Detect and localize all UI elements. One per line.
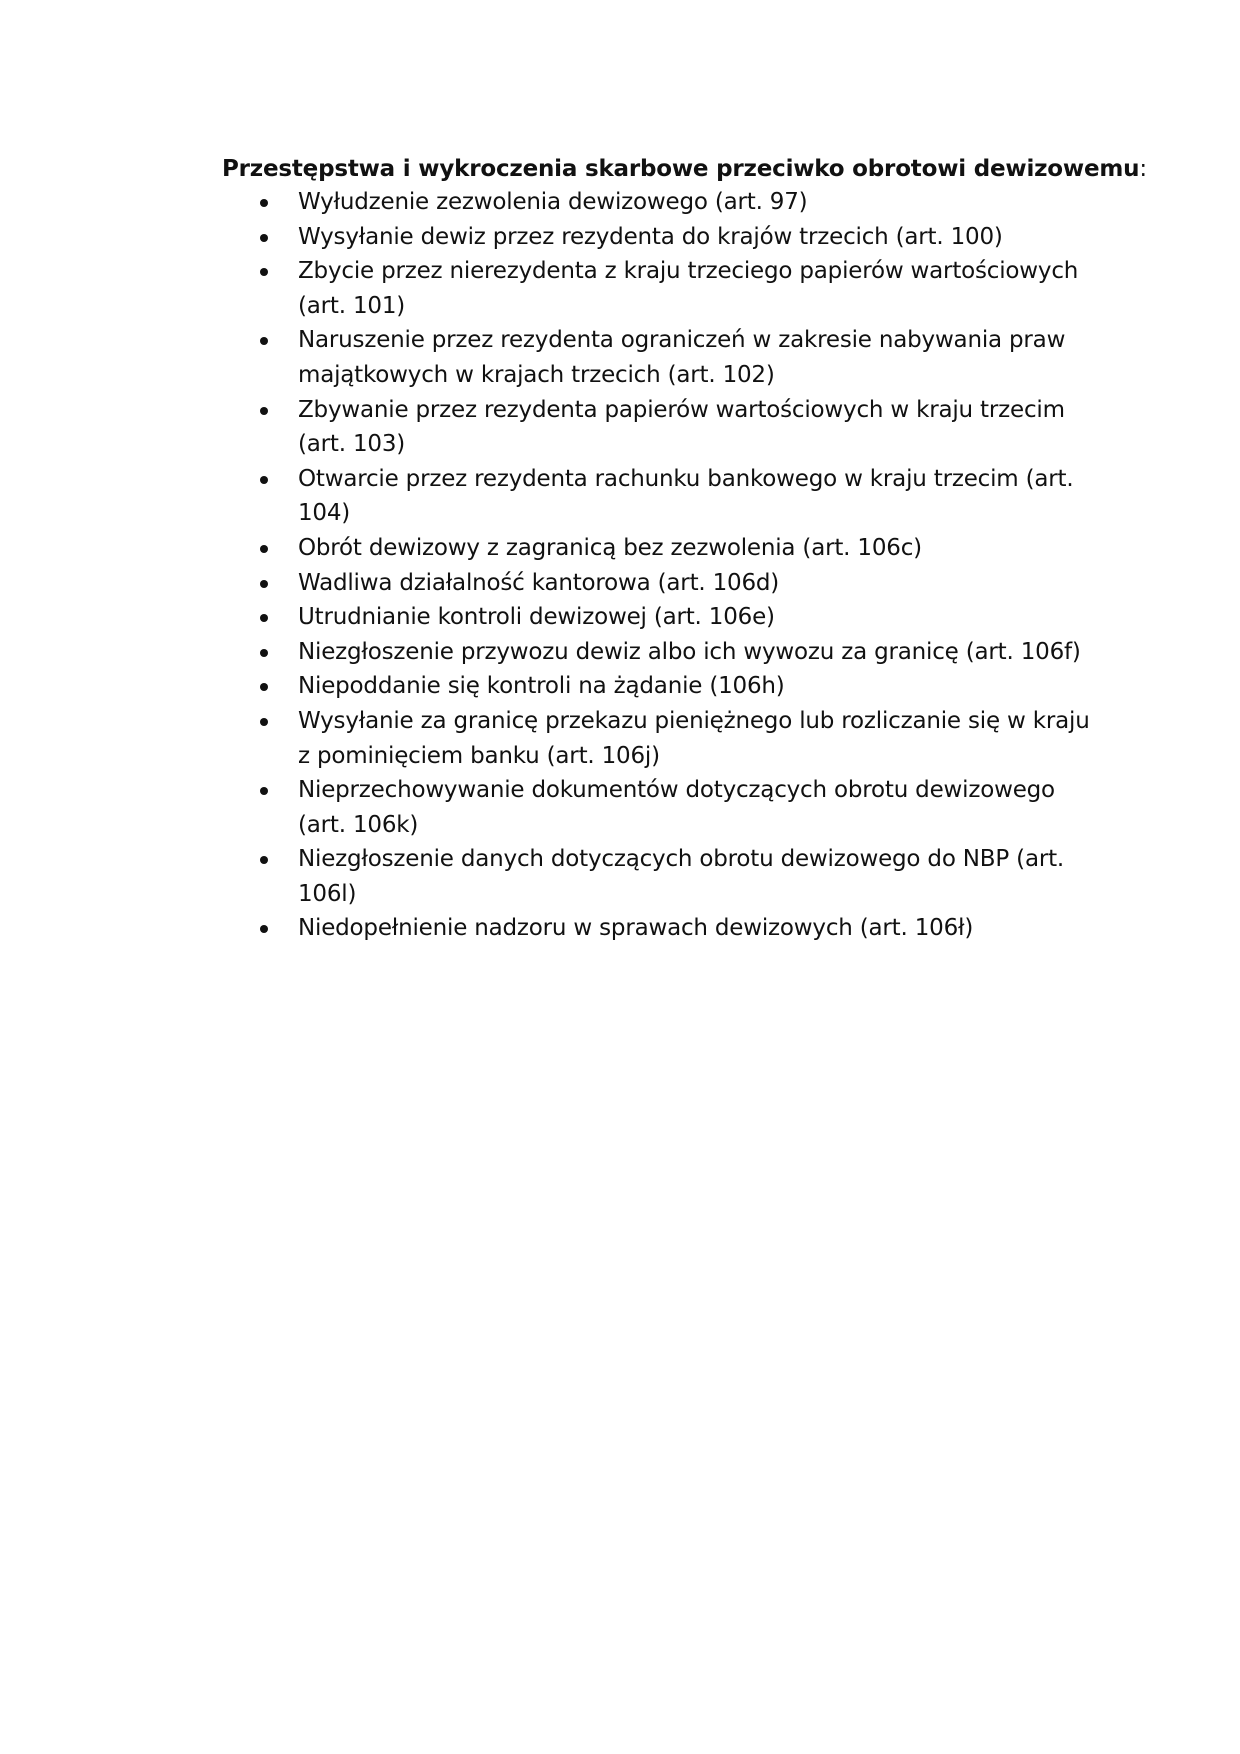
list-item: [258, 566, 1098, 601]
bullet-icon: [260, 199, 268, 207]
bullet-icon: [260, 925, 268, 933]
bullet-icon: [260, 476, 268, 484]
list-item-text: Zbywanie przez rezydenta papierów wartościowych w kraju trzecim (art. 103): [298, 396, 1065, 458]
list-item: [258, 773, 1098, 842]
list-item-text: Niezgłoszenie danych dotyczących obrotu dewizowego do NBP (art. 106l): [298, 846, 1065, 907]
bullet-icon: [260, 545, 268, 553]
list-item: [258, 600, 1098, 635]
list-item: [258, 185, 1098, 220]
list-item: [258, 323, 1098, 392]
offense-list: [258, 185, 1098, 946]
list-item-text: Obrót dewizowy z zagranicą bez zezwolenia (art. 106c): [298, 534, 922, 561]
bullet-icon: [260, 649, 268, 657]
bullet-icon: [260, 614, 268, 622]
list-item-text: Wysyłanie za granicę przekazu pieniężnego lub rozliczanie się w kraju z pominięciem banku (art. 106j): [298, 707, 1090, 769]
list-item-text: Wadliwa działalność kantorowa (art. 106d): [298, 569, 780, 596]
list-item: [258, 462, 1098, 531]
list-item-text: Utrudnianie kontroli dewizowej (art. 106e): [298, 604, 775, 631]
bullet-icon: [260, 580, 268, 588]
title-text: Przestępstwa i wykroczenia skarbowe przeciwko obrotowi dewizowemu: [222, 156, 1140, 182]
list-item: [258, 531, 1098, 566]
list-item: [258, 220, 1098, 255]
bullet-icon: [260, 787, 268, 795]
bullet-icon: [260, 683, 268, 691]
list-item: [258, 669, 1098, 704]
bullet-icon: [260, 337, 268, 345]
list-item-text: Niezgłoszenie przywozu dewiz albo ich wywozu za granicę (art. 106f): [298, 638, 1081, 665]
list-item: [258, 704, 1098, 773]
list-item: [258, 911, 1098, 946]
document-title: [222, 152, 1147, 186]
list-item-text: Niedopełnienie nadzoru w sprawach dewizowych (art. 106ł): [298, 915, 974, 942]
title-colon: :: [1139, 156, 1147, 182]
list-item: [258, 393, 1098, 462]
bullet-icon: [260, 856, 268, 864]
bullet-icon: [260, 234, 268, 242]
list-item-text: Niepoddanie się kontroli na żądanie (106h): [298, 673, 785, 700]
list-item: [258, 635, 1098, 670]
list-item-text: Wysyłanie dewiz przez rezydenta do krajów trzecich (art. 100): [298, 223, 1003, 250]
list-item-text: Naruszenie przez rezydenta ograniczeń w zakresie nabywania praw majątkowych w krajach trzecich (art. 102): [298, 327, 1066, 388]
list-item-text: Nieprzechowywanie dokumentów dotyczących obrotu dewizowego (art. 106k): [298, 777, 1055, 838]
list-item-text: Wyłudzenie zezwolenia dewizowego (art. 97): [298, 189, 808, 215]
list-item-text: Zbycie przez nierezydenta z kraju trzeciego papierów wartościowych (art. 101): [298, 258, 1079, 319]
list-item: [258, 254, 1098, 323]
bullet-icon: [260, 268, 268, 276]
list-item-text: Otwarcie przez rezydenta rachunku bankowego w kraju trzecim (art. 104): [298, 465, 1074, 527]
bullet-icon: [260, 407, 268, 415]
list-item: [258, 842, 1098, 911]
bullet-icon: [260, 718, 268, 726]
